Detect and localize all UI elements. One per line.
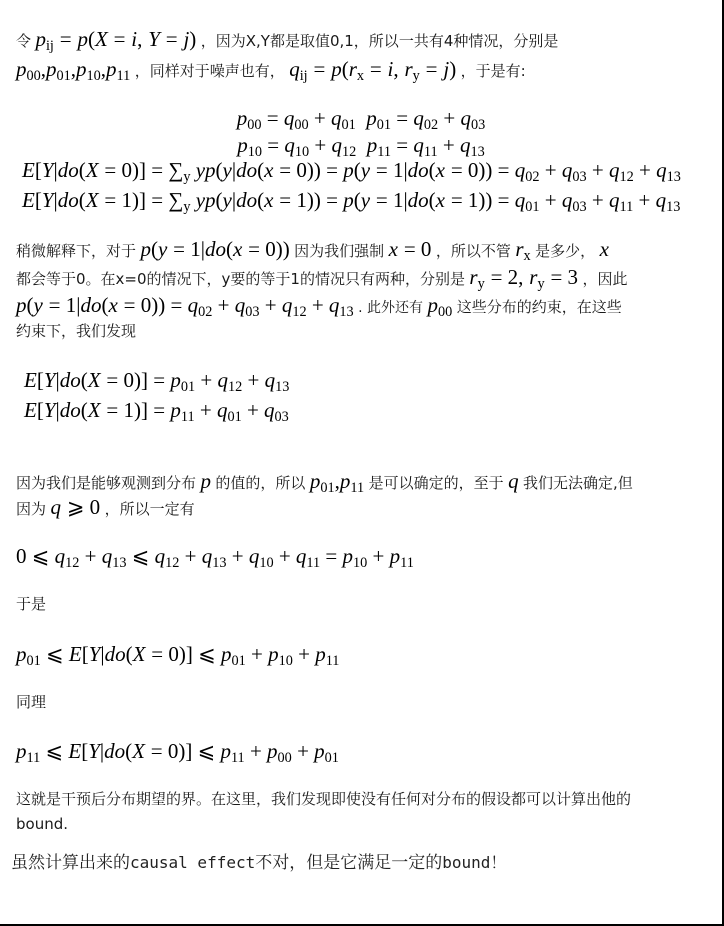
observe-line-2: [16, 494, 195, 523]
summary-text-1: 这就是干预后分布期望的界。在这里，我们发现即使没有任何对分布的假设都可以计算出他的: [16, 790, 632, 808]
conclusion-text-3: 不对，但是它满足一定的: [255, 853, 443, 873]
formula-x-eq-0: x = 0: [388, 237, 432, 261]
conclusion-line: [11, 850, 506, 876]
explain-text-1: 稍微解释下，对于: [16, 242, 137, 260]
equation-result-x1: $E[Y|do(X = 1)] = p_{11} + q_{01} + q_{03}$: [24, 398, 289, 425]
explain-text-7: . 此外还有: [358, 300, 424, 316]
bound-x1: $p_{11}$ ⩽ E[Y|do(X = 0)] ⩽ $p_{11} + p_{00} + p_{01}$: [16, 739, 339, 766]
explain-text-4: 是多少，: [535, 242, 596, 260]
formula-q-geq-0: q ⩾ 0: [50, 495, 101, 519]
observe-text-3: 是可以确定的，至于: [368, 474, 504, 492]
intro-line-2: [16, 56, 526, 89]
conclusion-bound: bound！: [442, 853, 507, 872]
summary-line-1: [16, 786, 631, 813]
conclusion-causal-effect: causal effect: [130, 853, 256, 872]
observe-text-2: 的值的，所以: [215, 474, 306, 492]
formula-pij: $p_{ij} = p(X = i$, Y = j): [35, 27, 197, 54]
explain-line-4: [16, 318, 136, 345]
explain-text-6: ，因此: [582, 270, 628, 288]
observe-text-5: 因为: [16, 500, 47, 518]
formula-p01-p11: $p_{01},p_{11}$: [309, 469, 365, 496]
equation-expectation-x1: $E[Y|do(X = 1)] = \sum_y$ $yp(y|do(x = 1)) = p(y = 1|do(x = 1)) = q_{01} + q_{03} + q_{11} + q_{13}$: [22, 188, 681, 215]
equation-result-x0: $E[Y|do(X = 0)] = p_{01} + q_{12} + q_{13}$: [24, 368, 290, 395]
formula-ry-values: $r_y = 2$, $r_y = 3$: [469, 265, 579, 292]
intro-line-1: [16, 26, 558, 59]
equation-expectation-x0: $E[Y|do(X = 0)] = \sum_y$ $yp(y|do(x = 0)) = p(y = 1|do(x = 0)) = q_{02} + q_{03} + q_{12} + q_{13}$: [22, 158, 681, 185]
similarly-text: 同理: [16, 693, 47, 711]
label-therefore: [16, 591, 46, 618]
conclusion-text-1: 虽然计算出来的: [11, 853, 130, 873]
intro-prefix: 令: [16, 32, 32, 50]
explain-text-5: 都会等于0。在x=0的情况下，y要的等于1的情况只有两种，分别是: [16, 270, 465, 288]
therefore-text: 于是: [16, 595, 47, 613]
label-similarly: [16, 689, 46, 716]
explain-text-9: 约束下，我们发现: [16, 322, 137, 340]
formula-p: p: [200, 469, 211, 493]
explain-text-8: 这些分布的约束，在这些: [456, 298, 622, 316]
observe-text-4: 我们无法确定,但: [523, 474, 633, 492]
intro-text-2: ，同样对于噪声也有，: [134, 62, 285, 80]
summary-line-2: [16, 811, 68, 838]
observe-text-1: 因为我们是能够观测到分布: [16, 474, 197, 492]
equation-p10-p11: $p_{10} = q_{10} + q_{12}$ $p_{11} = q_{11} + q_{13}$: [237, 133, 485, 160]
equation-p00-p01: $p_{00} = q_{00} + q_{01}$ $p_{01} = q_{02} + q_{03}$: [236, 106, 486, 133]
formula-q: q: [508, 469, 519, 493]
explain-text-3: ，所以不管: [435, 242, 511, 260]
formula-x: x: [599, 237, 609, 261]
formula-qij: $q_{ij} = p(r_x = i$, $r_y = j$): [289, 57, 457, 84]
summary-text-2: bound.: [16, 815, 69, 833]
formula-p00: $p_{00}$: [427, 293, 453, 320]
formula-p-list: $p_{00},p_{01},p_{10},p_{11}$: [16, 57, 131, 84]
formula-p-y1-sum: $p(y = 1|do(x = 0)) = q_{02} + q_{03} + q_{12} + q_{13}$: [16, 293, 354, 320]
inequality-chain: 0 ⩽ $q_{12} + q_{13}$ ⩽ $q_{12} + q_{13} + q_{10} + q_{11} = p_{10} + p_{11}$: [16, 544, 414, 571]
intro-suffix: ，于是有:: [460, 62, 526, 80]
bound-x0: $p_{01}$ ⩽ E[Y|do(X = 0)] ⩽ $p_{01} + p_{10} + p_{11}$: [16, 642, 340, 669]
formula-rx: $r_x$: [515, 237, 531, 264]
intro-text-1: ，因为X,Y都是取值0,1，所以一共有4种情况，分别是: [200, 32, 559, 50]
explain-text-2: 因为我们强制: [294, 242, 385, 260]
observe-text-6: ，所以一定有: [104, 500, 195, 518]
formula-p-y1-do-x0: p(y = 1|do(x = 0)): [140, 237, 290, 261]
